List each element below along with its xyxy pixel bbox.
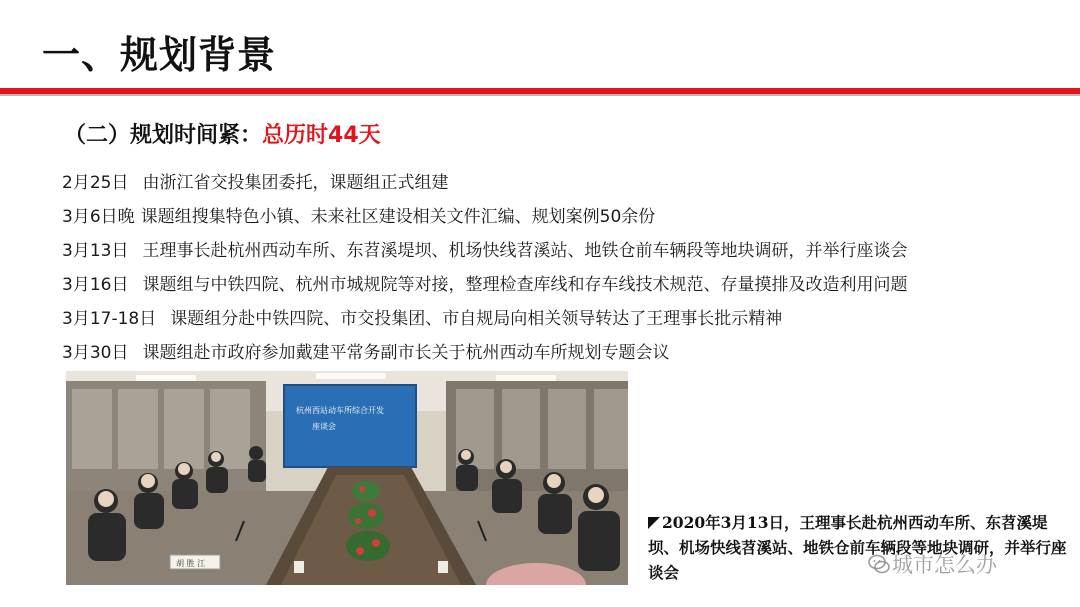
timeline-date: 3月6日晚 (62, 207, 135, 227)
timeline-desc: 课题组与中铁四院、杭州市城规院等对接，整理检查库线和存车线技术规范、存量摸排及改造利用问题 (142, 275, 908, 295)
timeline-date: 3月13日 (62, 241, 129, 261)
screen-subtitle: 座谈会 (312, 422, 336, 431)
timeline-date: 2月25日 (62, 173, 129, 193)
slide-title: 一、规划背景 (42, 33, 277, 77)
subtitle-highlight: 总历时44天 (262, 123, 381, 148)
caption-text: 2020年3月13日，王理事长赴杭州西动车所、东苕溪堤坝、机场快线苕溪站、地铁仓前车辆段等地块调研，并举行座谈会 (648, 513, 1067, 582)
photo-caption (648, 510, 1068, 585)
timeline-item (62, 234, 1077, 268)
timeline-list (62, 166, 1077, 370)
timeline-item (62, 268, 1077, 302)
meeting-photo (66, 371, 628, 585)
timeline-item (62, 302, 1077, 336)
timeline-item (62, 336, 1077, 370)
nameplate-text: 胡 胜 江 (176, 559, 206, 568)
section-subtitle (64, 118, 381, 149)
caption-marker-icon (648, 517, 660, 529)
timeline-date: 3月16日 (62, 275, 129, 295)
watermark-text: 城市怎么办 (892, 553, 997, 577)
timeline-desc: 由浙江省交投集团委托，课题组正式组建 (142, 173, 449, 193)
timeline-date: 3月17-18日 (62, 309, 157, 329)
subtitle-prefix: （二）规划时间紧： (64, 123, 263, 148)
meeting-photo-illustration (66, 371, 628, 585)
timeline-desc: 课题组赴市政府参加戴建平常务副市长关于杭州西动车所规划专题会议 (142, 343, 670, 363)
screen-title: 杭州西站动车所综合开发 (296, 406, 384, 415)
timeline-item (62, 200, 1077, 234)
watermark (868, 549, 997, 579)
timeline-desc: 王理事长赴杭州西动车所、东苕溪堤坝、机场快线苕溪站、地铁仓前车辆段等地块调研，并举行座谈会 (142, 241, 908, 261)
wechat-icon (868, 553, 890, 575)
timeline-date: 3月30日 (62, 343, 129, 363)
timeline-item (62, 166, 1077, 200)
timeline-desc: 课题组搜集特色小镇、未来社区建设相关文件汇编、规划案例50余份 (140, 207, 656, 227)
timeline-desc: 课题组分赴中铁四院、市交投集团、市自规局向相关领导转达了王理事长批示精神 (170, 309, 783, 329)
title-divider-shadow (0, 94, 1080, 96)
